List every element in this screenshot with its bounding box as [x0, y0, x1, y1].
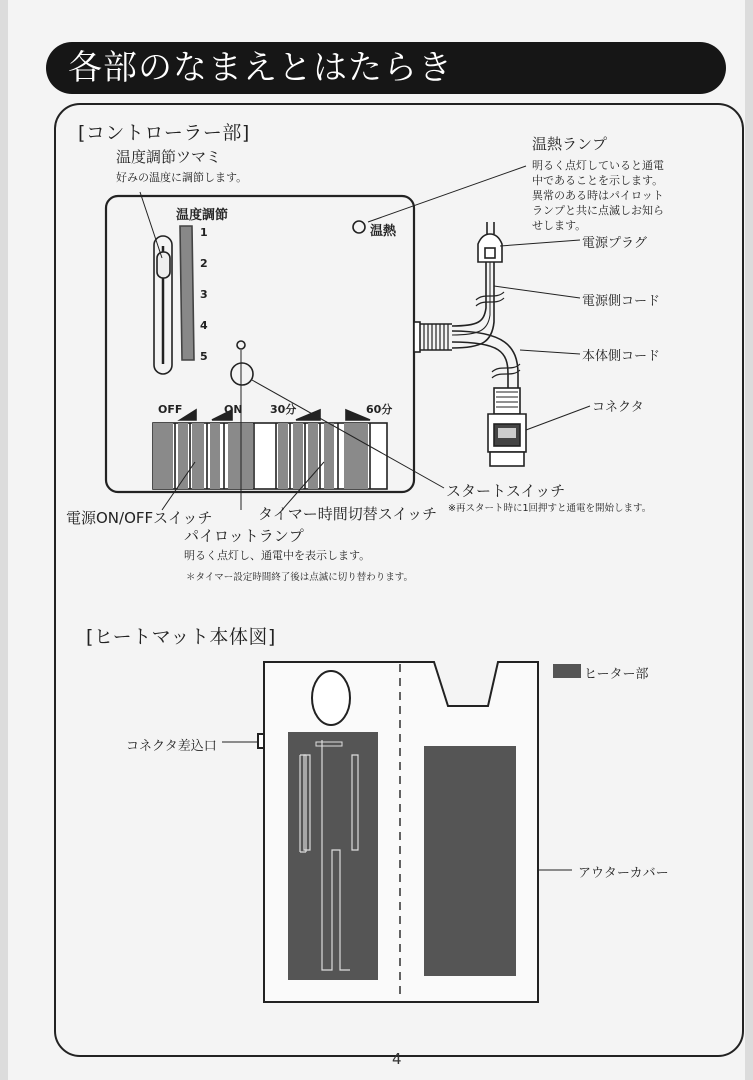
switch-30min-label: 30分: [270, 403, 297, 416]
switch-60min-label: 60分: [366, 403, 393, 416]
warm-lamp-desc-4: ランプと共に点滅しお知ら: [532, 204, 664, 217]
page-number: 4: [392, 1050, 402, 1068]
switch-off-label: OFF: [158, 403, 183, 416]
scale-5: 5: [200, 350, 208, 363]
outer-cover-label: アウターカバー: [578, 866, 669, 881]
page-title: 各部のなまえとはたらき: [68, 48, 453, 88]
warm-lamp-desc-5: せします。: [532, 219, 587, 232]
temperature-scale-bar: [180, 226, 194, 360]
timer-switch-label: タイマー時間切替スイッチ: [258, 505, 438, 523]
power-cord-label: 電源側コード: [582, 294, 661, 309]
heater-right: [424, 746, 516, 976]
scale-3: 3: [200, 288, 208, 301]
scale-4: 4: [200, 319, 208, 332]
warm-lamp-desc-1: 明るく点灯していると通電: [532, 159, 664, 172]
warm-lamp-desc-2: 中であることを示します。: [532, 174, 664, 187]
head-outline: [312, 671, 350, 725]
power-plug-label: 電源プラグ: [582, 236, 648, 251]
connector-label: コネクタ: [592, 400, 644, 415]
warm-lamp-desc-3: 異常のある時はパイロット: [532, 189, 664, 202]
warm-lamp-title: 温熱ランプ: [532, 135, 608, 153]
connector-port-label: コネクタ差込口: [126, 739, 217, 754]
warm-lamp-indicator-label: 温熱: [370, 224, 397, 239]
start-switch-title: スタートスイッチ: [446, 482, 566, 500]
pilot-lamp-title: パイロットランプ: [184, 527, 304, 545]
knob-title: 温度調節ツマミ: [116, 148, 222, 166]
body-cord-label: 本体側コード: [582, 349, 661, 364]
start-switch-icon: [231, 363, 253, 385]
heater-legend-label: ヒーター部: [584, 667, 649, 682]
warm-lamp-icon: [353, 221, 365, 233]
panel-temperature-label: 温度調節: [176, 208, 229, 223]
knob-handle: [157, 252, 170, 278]
pilot-lamp-note: ＊タイマー設定時間終了後は点滅に切り替わります。: [186, 572, 414, 583]
controller-section-title: [コントローラー部]: [78, 122, 250, 144]
power-switch-label: 電源ON/OFFスイッチ: [66, 509, 213, 527]
scale-2: 2: [200, 257, 208, 270]
start-switch-desc: ※再スタート時に1回押すと通電を開始します。: [448, 503, 652, 514]
heater-legend-swatch: [553, 664, 581, 678]
pilot-lamp-desc: 明るく点灯し、通電中を表示します。: [184, 549, 371, 562]
knob-desc: 好みの温度に調節します。: [116, 171, 248, 184]
heatmat-section-title: [ヒートマット本体図]: [86, 626, 276, 648]
pilot-lamp-icon: [237, 341, 245, 349]
switch-on-label: ON: [224, 403, 243, 416]
scale-1: 1: [200, 226, 208, 239]
heater-left: [288, 732, 378, 980]
